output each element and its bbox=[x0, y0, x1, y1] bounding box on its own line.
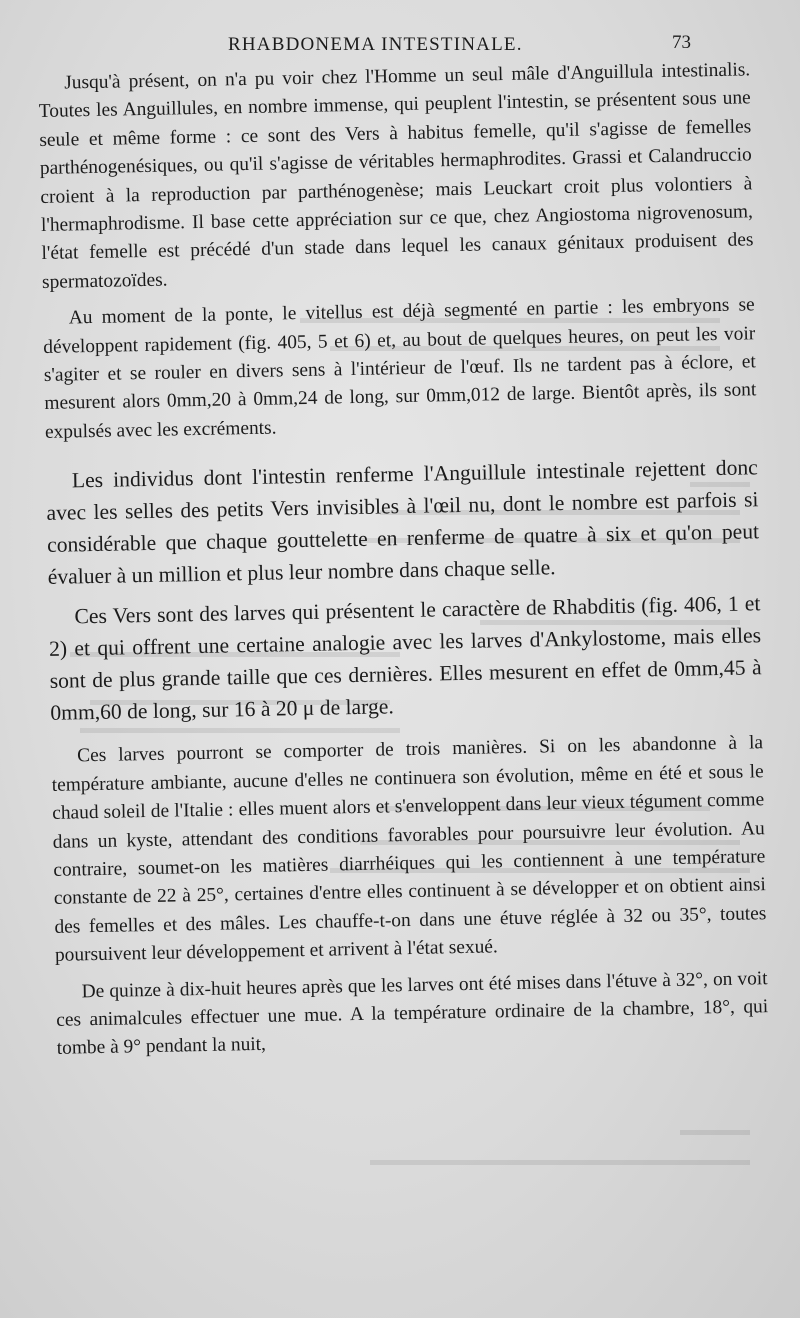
paragraph: De quinze à dix-huit heures après que les larves ont été mises dans l'étuve à 32°, on voit ces animalcules effectuer une mue. A la température ordinaire de la chambre, 18°, qui tombe à 9° pendant la nuit, bbox=[56, 967, 769, 1060]
text-body bbox=[38, 56, 769, 1063]
page-header bbox=[0, 28, 800, 58]
paragraph: Ces larves pourront se comporter de trois manières. Si on les abandonne à la température ambiante, aucune d'elles ne continuera son évolution, même en été et sous le chaud soleil de l'Italie : elles muent alors et s'enveloppent dans leur vieux tégument comme dans un kyste, attendant des conditions favorables pour poursuivre leur évolution. Au contraire, soumet-on les matières diarrhéiques qui les contiennent à une température constante de 22 à 25°, certaines d'entre elles continuent à se développer et on obtient ainsi des femelles et des mâles. Les chauffe-t-on dans une étuve réglée à 32 ou 35°, toutes poursuivent leur développement et arrivent à l'état sexué. bbox=[51, 732, 767, 966]
running-head: RHABDONEMA INTESTINALE. bbox=[228, 34, 523, 55]
page-number: 73 bbox=[672, 32, 691, 53]
paragraph: Jusqu'à présent, on n'a pu voir chez l'Homme un seul mâle d'Anguillula intestinalis. Toutes les Anguillules, en nombre immense, qui peuplent l'intestin, se présentent sous une seule et même forme : ce sont des Vers à habitus femelle, qu'il s'agisse de femelles parthénogenésiques, ou qu'il s'agisse de véritables hermaphrodites. Grassi et Calandruccio croient à la reproduction par parthénogenèse; mais Leuckart croit plus volontiers à l'hermaphrodisme. Il base cette appréciation sur ce que, chez Angiostoma nigrovenosum, l'état femelle est précédé d'un stade dans lequel les canaux génitaux produisent des spermatozoïdes. bbox=[38, 59, 754, 293]
paragraph: Au moment de la ponte, le vitellus est déjà segmenté en partie : les embryons se développent rapidement (fig. 405, 5 et 6) et, au bout de quelques heures, on peut les voir s'agiter et se rouler en divers sens à l'intérieur de l'œuf. Ils ne tardent pas à éclore, et mesurent alors 0mm,20 à 0mm,24 de long, sur 0mm,012 de large. Bientôt après, ils sont expulsés avec les excréments. bbox=[43, 294, 757, 443]
paragraph: Les individus dont l'intestin renferme l'Anguillule intestinale rejettent donc avec les selles des petits Vers invisibles à l'œil nu, dont le nombre est parfois si considérable que chaque gouttelette en renferme de quatre à six et qu'on peut évaluer à un million et plus leur nombre dans chaque selle. bbox=[46, 455, 760, 590]
paragraph: Ces Vers sont des larves qui présentent le caractère de Rhabditis (fig. 406, 1 et 2) et qui offrent une certaine analogie avec les larves d'Ankylostome, mais elles sont de plus grande taille que ces dernières. Elles mesurent en effet de 0mm,45 à 0mm,60 de long, sur 16 à 20 μ de large. bbox=[48, 591, 762, 726]
